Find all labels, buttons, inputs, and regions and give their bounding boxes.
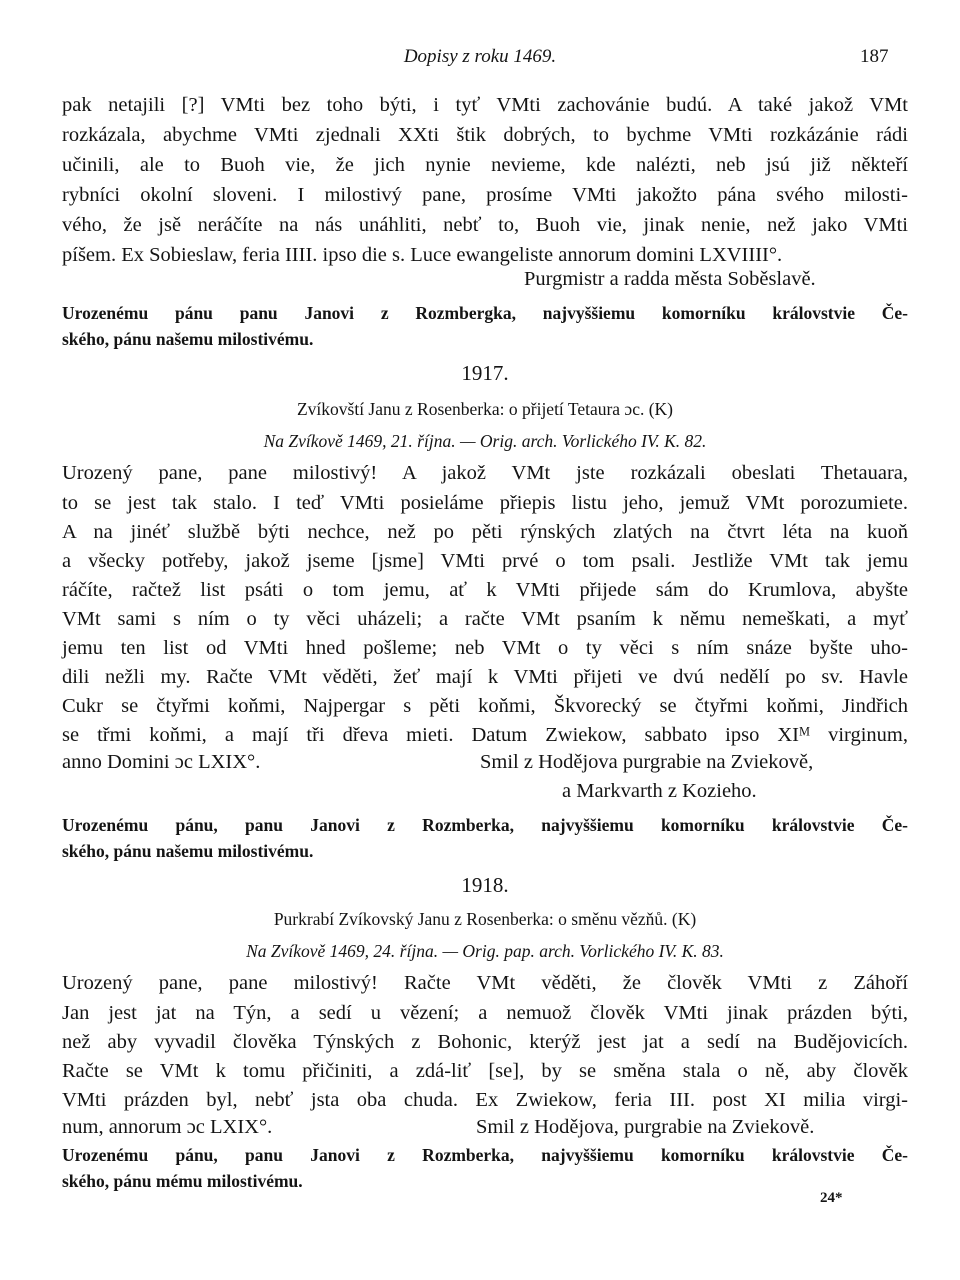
signature: a Markvarth z Kozieho. [562,780,757,802]
letter-number: 1917. [461,361,509,385]
body-line: VMt sami s ním o ty věci uházeli; a račte VMt psaním k němu nemeškati, a myť [62,608,908,630]
body-line: to se jest tak stalo. I teď VMti posieláme přiepis listu jeho, jemuž VMt porozumiete. [62,492,908,514]
letter-heading: Zvíkovští Janu z Rosenberka: o přijetí Tetaura ɔc. (K) [296,399,674,419]
address-line: ského, pánu našemu milostivému. [62,841,314,861]
body-line: vého, že jsě neráčíte na nás unáhliti, nebť to, Buoh vie, jinak nenie, než jako VMti [62,214,908,236]
body-line: VMti prázden byl, nebť jsta oba chuda. Ex Zwiekow, feria III. post XI milia virgi- [62,1089,908,1111]
body-line: pak netajili [?] VMti bez toho býti, i tyť VMti zachovánie budú. A také jakož VMt [62,94,908,116]
letter-heading: Purkrabí Zvíkovský Janu z Rosenberka: o směnu vězňů. (K) [273,909,697,929]
address-line: ského, pánu našemu milostivému. [62,329,314,349]
address-line: Urozenému pánu panu Janovi z Rozmbergka, najvyššiemu komorníku královstvie Če- [62,303,908,323]
date-line: anno Domini ɔc LXIX°. [62,751,261,773]
address-line: Urozenému pánu, panu Janovi z Rozmberka, najvyššiemu komorníku královstvie Če- [62,815,908,835]
body-line: se třmi koňmi, a mají tři dřeva mieti. Datum Zwiekow, sabbato ipso XIᴹ virginum, [62,724,908,746]
page-number: 187 [860,46,889,67]
body-line: a všecky potřeby, jakož jseme [jsme] VMti prvé o tom psali. Jestliže VMt tak jemu [62,550,908,572]
address-line: ského, pánu mému milostivému. [62,1171,303,1191]
date-line: num, annorum ɔc LXIX°. [62,1116,273,1138]
signature: Purgmistr a radda města Soběslavě. [524,268,816,290]
body-line: než aby vyvadil člověka Týnských z Bohonic, kterýž jest jat a sedí na Budějovicích. [62,1031,908,1053]
body-line: rozkázala, abychme VMti zjednali XXti štik dobrých, to bychme VMti rozkázánie rádi [62,124,908,146]
body-line: jemu ten list od VMti hned pošleme; neb VMt o ty věci s ním snáze byšte uho- [62,637,908,659]
body-line: Urozený pane, pane milostivý! A jakož VMt jste rozkázali obeslati Thetauara, [62,462,908,484]
letter-number: 1918. [461,873,509,897]
letter-source: Na Zvíkově 1469, 24. října. — Orig. pap. arch. Vorlického IV. K. 83. [246,941,724,961]
body-line: A na jinéť službě býti nechce, než po pěti rýnských zlatých na čtvrt léta na kuoň [62,521,908,543]
body-line: Jan jest jat na Týn, a sedí u vězení; a nemuož člověk VMti jinak prázden býti, [62,1002,908,1024]
body-line: ráčíte, račtež list psáti o tom jemu, ať k VMti přijede sám do Krumlova, abyšte [62,579,908,601]
body-line: rybníci okolní sloveni. I milostivý pane, prosíme VMti jakožto pána svého milosti- [62,184,908,206]
signature: Smil z Hodějova purgrabie na Zviekově, [480,751,814,773]
body-line: Urozený pane, pane milostivý! Račte VMt věděti, že člověk VMti z Záhoří [62,972,908,994]
body-line: Cukr se čtyřmi koňmi, Najpergar s pěti koňmi, Škvorecký se čtyřmi koňmi, Jindřich [62,695,908,717]
signature: Smil z Hodějova, purgrabie na Zviekově. [476,1116,815,1138]
address-line: Urozenému pánu, panu Janovi z Rozmberka, najvyššiemu komorníku královstvie Če- [62,1145,908,1165]
body-line-last: píšem. Ex Sobieslaw, feria IIII. ipso die s. Luce ewangeliste annorum domini LXVIIII°. [62,244,783,266]
body-line: učinili, ale to Buoh vie, že jich nynie nevieme, kde nalézti, neb jsú již někteří [62,154,908,176]
running-header-title: Dopisy z roku 1469. [403,46,557,67]
body-line: Račte se VMt k tomu přičiniti, a zdá-liť [se], by se směna stala o ně, aby člověk [62,1060,908,1082]
body-line: dili nežli my. Račte VMt věděti, žeť mají k VMti přijeti ve dvú nedělí po sv. Havle [62,666,908,688]
letter-source: Na Zvíkově 1469, 21. října. — Orig. arch. Vorlického IV. K. 82. [263,431,707,451]
signature-mark: 24* [820,1190,843,1206]
